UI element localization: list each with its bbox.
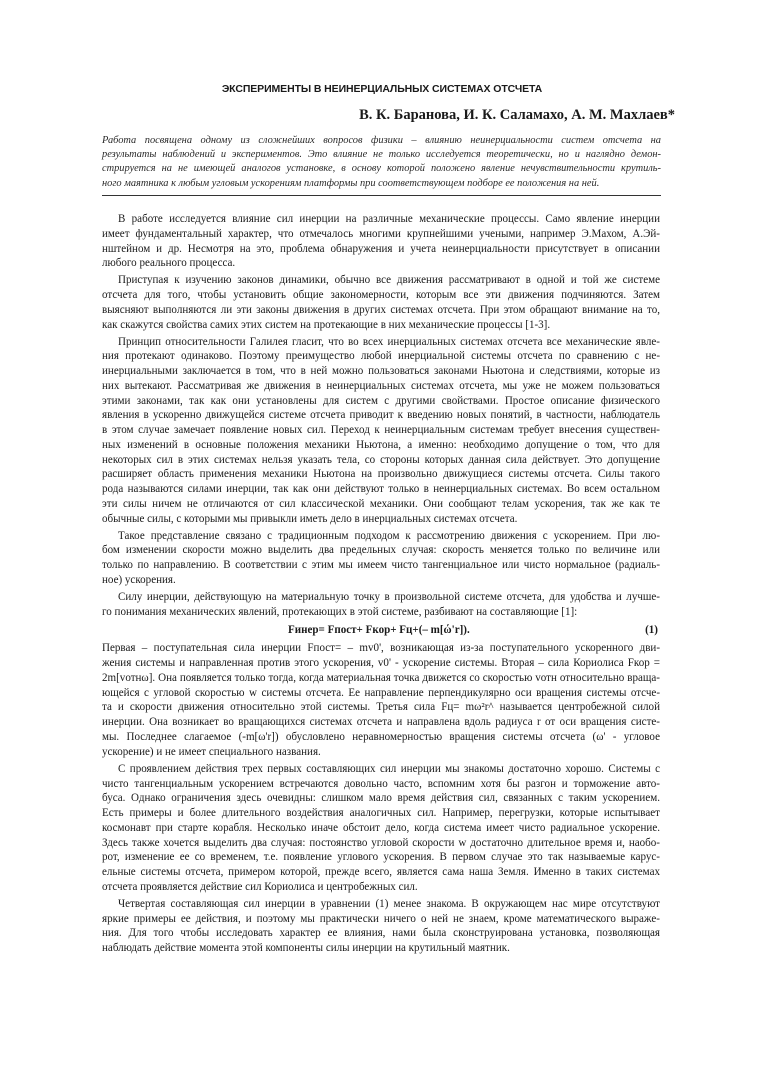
text-line: отсчета проявляется действие сил Кориолиса и центробежных сил. bbox=[102, 880, 418, 893]
text-line: рот, изменение ее со временем, т.е. появление углового ускорения. В первом случае это так называемые карус- bbox=[102, 851, 660, 864]
paper-authors: В. К. Баранова, И. К. Саламахо, А. М. Махлаев* bbox=[359, 107, 675, 123]
text-line: них вытекают. Рассматривая же движения в неинерциальных системах отсчета, мы уже не можем пользоваться bbox=[102, 379, 660, 392]
text-line: мы. Последнее слагаемое (-m[ω'r]) обусловлено неравномерностью вращения системы отсчета (ω' - угловое bbox=[102, 731, 660, 744]
text-line: Четвертая составляющая сил инерции в уравнении (1) менее знакома. В окружающем нас мире отсутствуют bbox=[118, 897, 660, 910]
text-line: ющейся с угловой скоростью w системы отсчета. Ее направление перпендикулярно оси вращения системы отсче- bbox=[102, 686, 660, 699]
text-line: этими законами, так как они установлены для систем с другими свойствами. Простое описание физического bbox=[102, 394, 660, 407]
text-line: буса. Однако ограничения здесь очевидны: слишком мало время действия сил, связанных с таким ускорением. bbox=[102, 792, 660, 805]
equation-1 bbox=[102, 622, 660, 638]
text-line: явления в ускоренно движущейся системе отсчета приводит к введению новых понятий, в частности, наблюдатель bbox=[102, 409, 660, 422]
text-line: расширяет область применения механики Ньютона на произвольно движущиеся системы отсчета. Силы такого bbox=[102, 468, 660, 481]
text-line: инерциальными заключается в том, что в ней можно пользоваться законами Ньютона и следствиями, которые из bbox=[102, 365, 660, 378]
text-line: ных изменений в основные положения механики Ньютона, а именно: необходимо допущение о том, что для bbox=[102, 438, 660, 451]
text-line: как скажутся свойства самих этих систем на протекающие в них механические процессы [1-3]. bbox=[102, 318, 551, 331]
text-line: любого реального процесса. bbox=[102, 257, 236, 270]
text-line: ния протекают одинаково. Поэтому преимущество любой инерциальной системы отсчета по сравнению с не- bbox=[102, 350, 660, 363]
text-line: чисто тангенциальным ускорением встречаются довольно часто, вспомним хотя бы разгон и торможение авто- bbox=[102, 777, 660, 790]
text-line: яркие примеры ее действия, и поэтому мы практически ничего о ней не знаем, кроме математического выраже- bbox=[102, 912, 660, 925]
text-line: отсчета для того, чтобы установить общие закономерности, которым все эти движения подчиняются. Затем bbox=[102, 289, 660, 302]
text-line: наблюдать действие момента этой компоненты силы инерции на крутильный маятник. bbox=[102, 942, 510, 955]
text-line: только по направлению. В соответствии с этим мы имеем чисто тангенциальное или чисто нормальное (радиаль- bbox=[102, 559, 660, 572]
text-line: та и скорости движения относительно этой системы. Третья сила Fц= mω²r^ называется центробежной силой bbox=[102, 701, 660, 714]
text-line: в этом случае замечает появление новых сил. Переход к неинерциальным системам требует внесения существен- bbox=[102, 424, 660, 437]
text-line: выясняют выполняются ли эти законы движения в других системах отсчета. При этом обращают внимание на то, bbox=[102, 303, 660, 316]
text-line: ное) ускорения. bbox=[102, 573, 176, 586]
text-line: инерции. Она возникает во вращающихся системах отсчета и направлена вдоль радиуса r от оси вращения систе- bbox=[102, 716, 660, 729]
text-line: С проявлением действия трех первых составляющих сил инерции мы знакомы достаточно хорошо. Системы с bbox=[118, 762, 660, 775]
text-line: 2m[vотнω]. Она появляется только тогда, когда материальная точка движется со скоростью vотн относительно враща- bbox=[102, 671, 660, 684]
text-line: го понимания механических явлений, протекающих в этой системе, разбивают на составляющие [1]: bbox=[102, 605, 578, 618]
text-line: обычные силы, с которыми мы привыкли иметь дело в инерциальных системах отсчета. bbox=[102, 512, 518, 525]
text-line: ельные системы отсчета, примером которой, прежде всего, является сама наша Земля. Именно в таких системах bbox=[102, 866, 660, 879]
text-line: нштейном и др. Несмотря на это, проблема обнаружения и учета неинерциальности присутствует в описании bbox=[102, 242, 660, 255]
text-line: Есть примеры и более длительного воздействия аналогичных сил. Например, перегрузки, которые испытывает bbox=[102, 807, 660, 820]
text-line: В работе исследуется влияние сил инерции на различные механические процессы. Само явление инерции bbox=[118, 213, 660, 225]
text-line: Первая – поступательная сила инерции Fпост= – mv0', возникающая из-за поступательного ускоренного дви- bbox=[102, 642, 660, 655]
equation-number: (1) bbox=[645, 624, 658, 637]
text-line: жения системы и направленная против этого ускорения, v0' - ускорение системы. Вторая – сила Кориолиса Fкор = bbox=[102, 657, 660, 670]
body-section-1 bbox=[102, 212, 660, 619]
text-line: ния. Для того чтобы исследовать характер ее влияния, нами была сконструирована установка, позволяющая bbox=[102, 927, 660, 940]
abstract-line: стрируется на не имеющей аналогов установке, в основу которой положено явление нечувствительности крутиль- bbox=[102, 163, 661, 175]
text-line: космонавт при старте корабля. Несколько иначе обстоит дело, когда система имеет чисто радиальное ускорение. bbox=[102, 821, 660, 834]
text-line: некоторых сил в этих системах нельзя указать тела, со стороны которых данная сила действует. Это допущение bbox=[102, 453, 660, 466]
text-line: Здесь также хочется выделить два случая: постоянство угловой скорости w достаточно длительное время и, наобо- bbox=[102, 836, 660, 849]
abstract-line: ного маятника к любым угловым ускорениям платформы при соответствующем подборе ее положения на ней. bbox=[102, 177, 600, 189]
text-line: Приступая к изучению законов динамики, обычно все движения рассматривают в одной и той же системе bbox=[118, 274, 660, 287]
body-text bbox=[102, 212, 660, 956]
text-line: рода называются силами инерции, так как они действуют только в неинерциальных системах. Во всем остальном bbox=[102, 483, 660, 496]
equation-expression: Fинер= Fпост+ Fкор+ Fц+(– m[ώ'r]). bbox=[288, 624, 470, 637]
text-line: ускорение) и не имеет специального названия. bbox=[102, 745, 321, 758]
text-line: Такое представление связано с традиционным подходом к рассмотрению движения с ускорением. При лю- bbox=[118, 529, 660, 542]
text-line: Принцип относительности Галилея гласит, что во всех инерциальных системах отсчета все механические явле- bbox=[118, 335, 660, 348]
abstract bbox=[102, 134, 661, 196]
abstract-line: Работа посвящена одному из сложнейших вопросов физики – влиянию неинерциальности систем отсчета на bbox=[102, 135, 661, 146]
abstract-line: результаты наблюдений и экспериментов. Это влияние не только исследуется теоретически, но и наглядно демон- bbox=[102, 149, 661, 161]
paper-title: ЭКСПЕРИМЕНТЫ В НЕИНЕРЦИАЛЬНЫХ СИСТЕМАХ ОТСЧЕТА bbox=[221, 83, 543, 95]
body-section-2 bbox=[102, 641, 660, 955]
text-line: бом изменении скорости можно выделить два предельных случая: скорость меняется только по величине или bbox=[102, 544, 660, 557]
text-line: эти силы ничем не отличаются от сил классической механики. Они сообщают телам ускорения, так же как те bbox=[102, 497, 660, 510]
text-line: имеет фундаментальный характер, что отмечалось многими крупнейшими учеными, например Э.Махом, А.Эй- bbox=[102, 227, 660, 240]
text-line: Силу инерции, действующую на материальную точку в произвольной системе отсчета, для удобства и лучше- bbox=[118, 590, 660, 603]
